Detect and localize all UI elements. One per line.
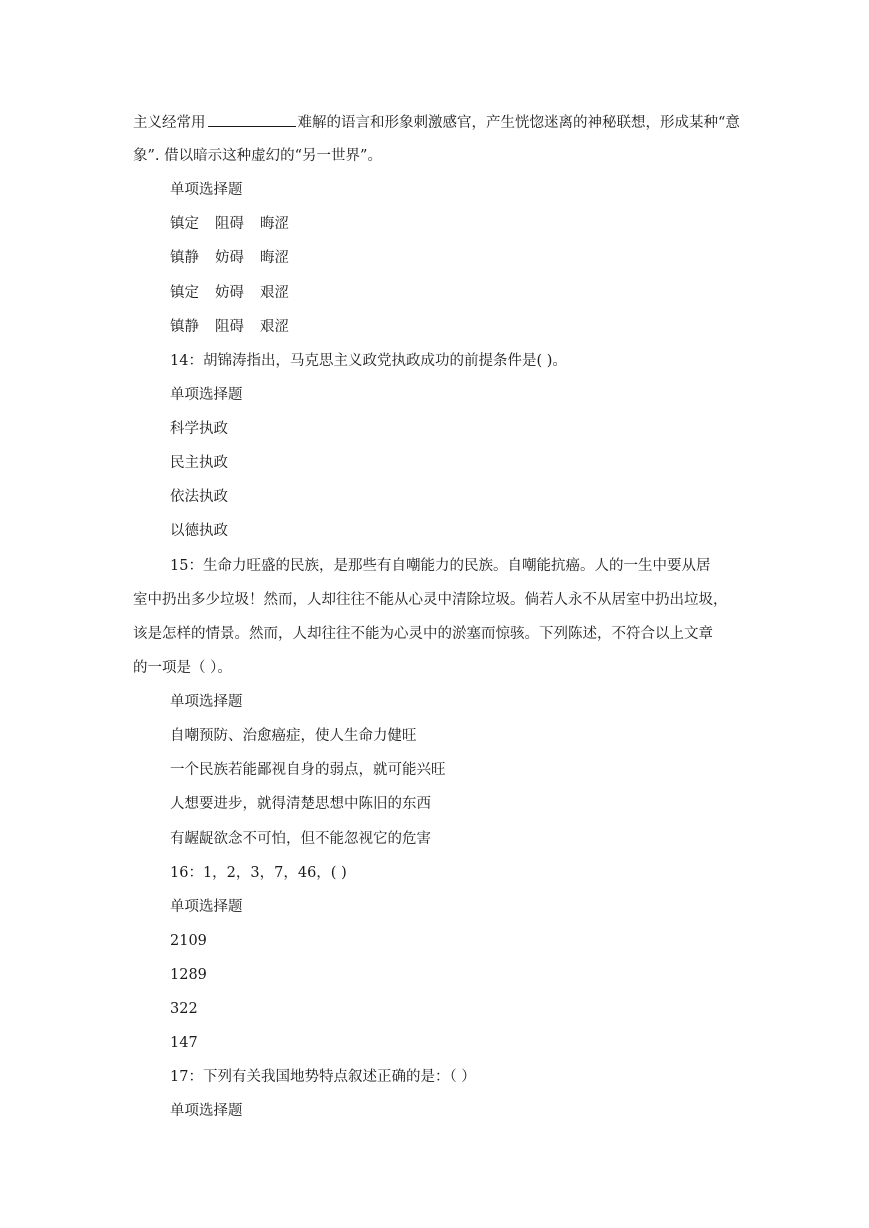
question-15-type: 单项选择题	[170, 694, 243, 710]
question-13-text-line-1	[133, 112, 740, 133]
question-13-text-pre: 主义经常用	[133, 115, 206, 131]
question-16-option-b: 1289	[170, 967, 207, 983]
option-word: 晦涩	[260, 250, 289, 266]
question-17-type: 单项选择题	[170, 1103, 243, 1119]
question-15-option-a: 自嘲预防、治愈癌症，使人生命力健旺	[170, 728, 417, 744]
option-word: 镇定	[170, 285, 199, 301]
option-word: 镇静	[170, 319, 199, 335]
question-14-option-b: 民主执政	[170, 455, 228, 471]
question-14-option-a: 科学执政	[170, 421, 228, 437]
question-13-option-d	[170, 317, 305, 337]
question-13-type: 单项选择题	[170, 182, 243, 198]
option-word: 阻碍	[215, 216, 244, 232]
question-16-stem: 16：1，2，3，7，46，( )	[170, 865, 347, 881]
question-15-option-d: 有龌龊欲念不可怕，但不能忽视它的危害	[170, 831, 431, 847]
question-13-option-b	[170, 248, 305, 268]
option-word: 阻碍	[215, 319, 244, 335]
option-word: 镇静	[170, 250, 199, 266]
question-16-option-c: 322	[170, 1001, 198, 1017]
question-15-stem-line-2: 室中扔出多少垃圾！然而，人却往往不能从心灵中清除垃圾。倘若人永不从居室中扔出垃圾，	[133, 592, 728, 608]
question-14-type: 单项选择题	[170, 387, 243, 403]
question-14-option-d: 以德执政	[170, 523, 228, 539]
question-16-option-a: 2109	[170, 933, 207, 949]
question-13-text-post: 难解的语言和形象刺激感官，产生恍惚迷离的神秘联想，形成某种“意	[297, 115, 740, 131]
question-15-stem-line-3: 该是怎样的情景。然而，人却往往不能为心灵中的淤塞而惊骇。下列陈述，不符合以上文章	[133, 626, 713, 642]
question-17-stem: 17：下列有关我国地势特点叙述正确的是：（ ）	[170, 1069, 476, 1085]
question-16-option-d: 147	[170, 1035, 198, 1051]
question-14-stem: 14：胡锦涛指出，马克思主义政党执政成功的前提条件是( )。	[170, 353, 567, 369]
question-13-option-a	[170, 214, 305, 234]
question-15-stem-line-1: 15：生命力旺盛的民族，是那些有自嘲能力的民族。自嘲能抗癌。人的一生中要从居	[170, 558, 711, 574]
fill-blank	[208, 112, 296, 127]
question-13-text-line-2: 象”. 借以暗示这种虚幻的“另一世界”。	[133, 148, 382, 164]
question-16-type: 单项选择题	[170, 899, 243, 915]
question-15-option-c: 人想要进步，就得清楚思想中陈旧的东西	[170, 796, 431, 812]
question-14-option-c: 依法执政	[170, 489, 228, 505]
question-13-option-c	[170, 283, 305, 303]
option-word: 妨碍	[215, 285, 244, 301]
option-word: 镇定	[170, 216, 199, 232]
option-word: 艰涩	[260, 285, 289, 301]
option-word: 晦涩	[260, 216, 289, 232]
question-15-option-b: 一个民族若能鄙视自身的弱点，就可能兴旺	[170, 762, 446, 778]
option-word: 妨碍	[215, 250, 244, 266]
option-word: 艰涩	[260, 319, 289, 335]
question-15-stem-line-4: 的一项是（ ）。	[133, 660, 232, 676]
